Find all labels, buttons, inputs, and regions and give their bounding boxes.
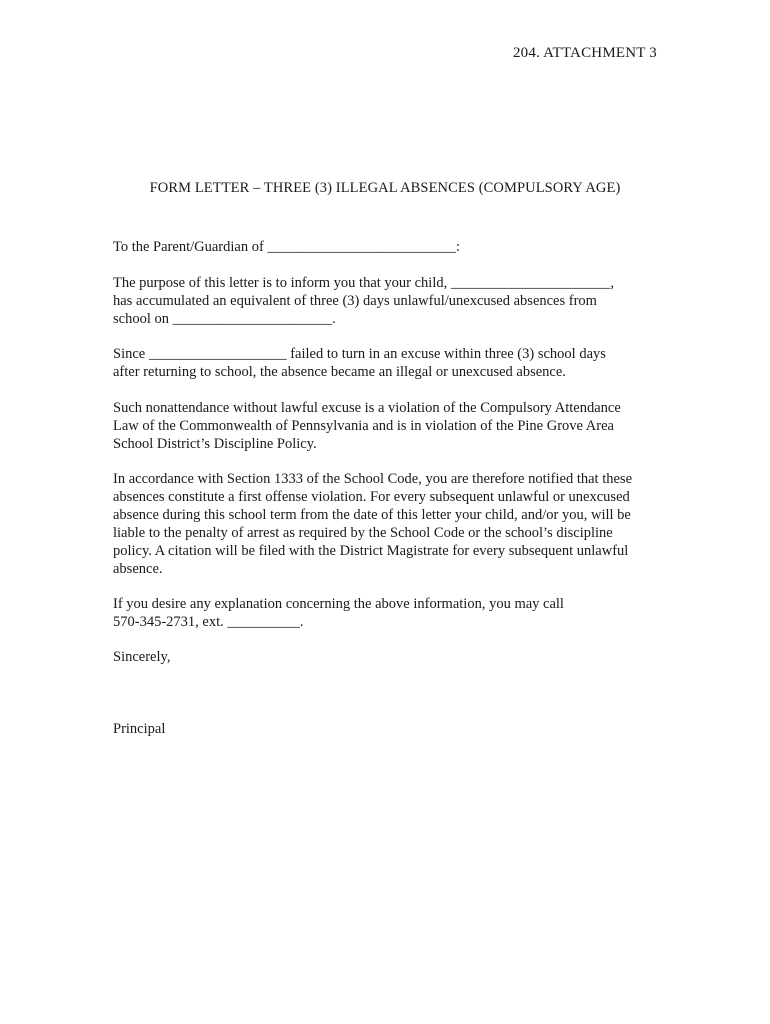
signature-block <box>113 720 658 738</box>
paragraph-excuse <box>113 345 658 381</box>
paragraph-line: If you desire any explanation concerning the above information, you may call <box>113 596 564 612</box>
paragraph-notice <box>113 470 658 578</box>
closing <box>113 648 658 666</box>
signature-title: Principal <box>113 721 166 737</box>
paragraph-line: Law of the Commonwealth of Pennsylvania and is in violation of the Pine Grove Area <box>113 418 614 434</box>
closing-line: Sincerely, <box>113 649 171 665</box>
paragraph-line: Since ___________________ failed to turn in an excuse within three (3) school days <box>113 346 606 362</box>
paragraph-line: 570-345-2731, ext. __________. <box>113 614 304 630</box>
paragraph-violation <box>113 399 658 453</box>
paragraph-line: absence during this school term from the date of this letter your child, and/or you, will be <box>113 507 631 523</box>
attachment-label: 204. ATTACHMENT 3 <box>512 45 657 61</box>
paragraph-contact <box>113 595 658 631</box>
paragraph-line: absences constitute a first offense violation. For every subsequent unlawful or unexcused <box>113 489 630 505</box>
paragraph-line: school on ______________________. <box>113 311 336 327</box>
salutation <box>113 238 658 256</box>
paragraph-line: has accumulated an equivalent of three (3) days unlawful/unexcused absences from <box>113 293 597 309</box>
paragraph-line: after returning to school, the absence became an illegal or unexcused absence. <box>113 364 566 380</box>
paragraph-line: Such nonattendance without lawful excuse is a violation of the Compulsory Attendance <box>113 400 621 416</box>
paragraph-line: policy. A citation will be filed with the District Magistrate for every subsequent unlawful <box>113 543 629 559</box>
salutation-line: To the Parent/Guardian of __________________________: <box>113 239 460 255</box>
paragraph-line: liable to the penalty of arrest as required by the School Code or the school’s discipline <box>113 525 613 541</box>
paragraph-line: In accordance with Section 1333 of the School Code, you are therefore notified that these <box>113 471 633 487</box>
paragraph-line: The purpose of this letter is to inform you that your child, ______________________, <box>113 275 614 291</box>
paragraph-purpose <box>113 274 658 328</box>
paragraph-line: School District’s Discipline Policy. <box>113 436 317 452</box>
paragraph-line: absence. <box>113 561 163 577</box>
letter-title: FORM LETTER – THREE (3) ILLEGAL ABSENCES (COMPULSORY AGE) <box>149 180 621 196</box>
